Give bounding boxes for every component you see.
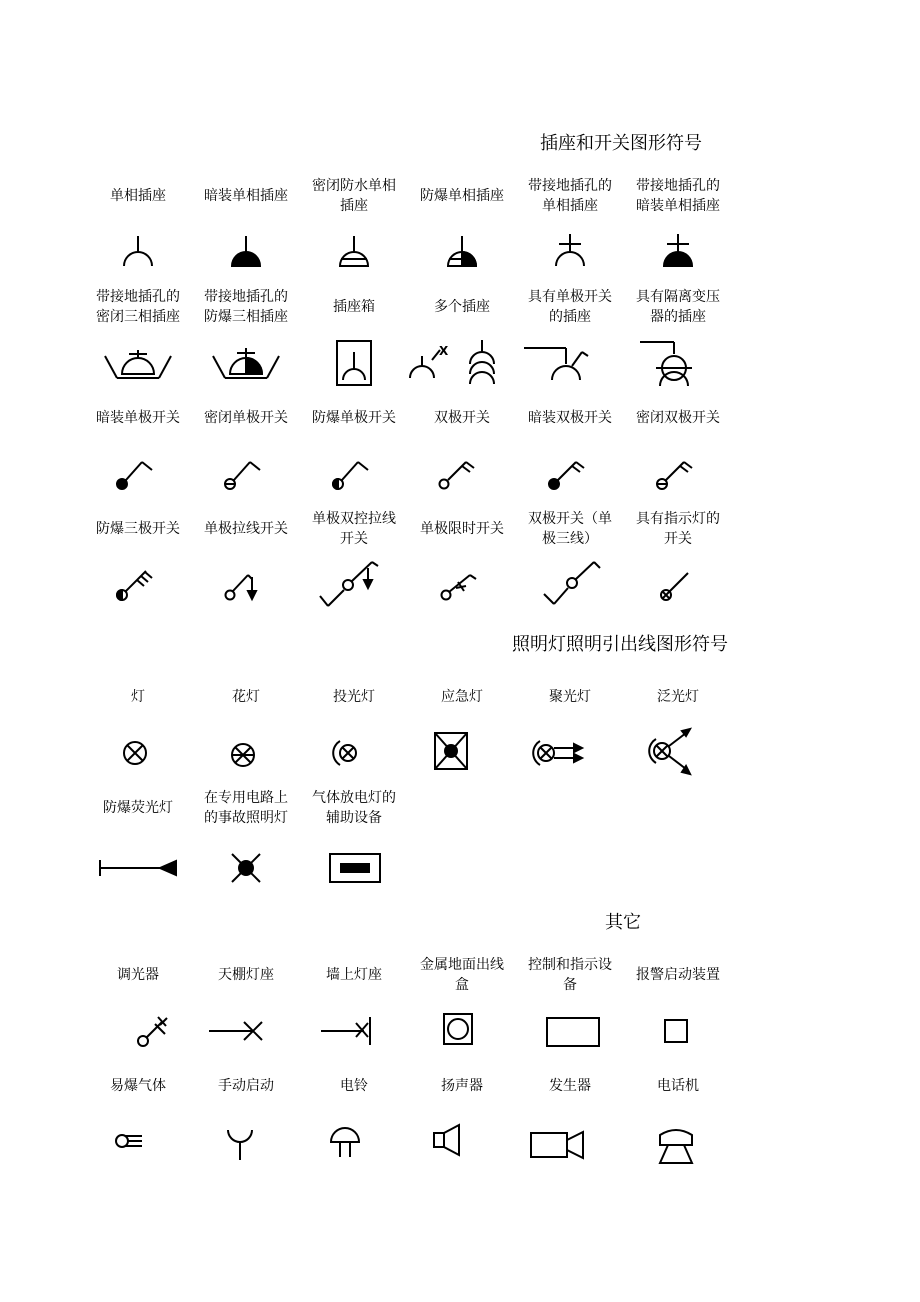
symbol-label: 电铃 (340, 1078, 368, 1094)
generator-icon (528, 1128, 588, 1162)
symbol-label: 易爆气体 (110, 1078, 166, 1094)
explosion-proof-single-pole-switch-icon (326, 452, 376, 496)
explosive-gas-icon (112, 1128, 146, 1154)
symbol-label: 控制和指示设 备 (528, 957, 612, 993)
ceiling-lamp-holder-icon (206, 1016, 266, 1046)
section-title-other: 其它 (605, 912, 641, 933)
symbol-label: 花灯 (232, 689, 260, 705)
symbol-label: 具有隔离变压 器的插座 (636, 289, 720, 325)
symbol-label: 防爆三极开关 (96, 521, 180, 537)
time-limit-switch-icon (434, 563, 484, 607)
flood-lamp-icon (646, 725, 700, 779)
symbol-label: 防爆单相插座 (420, 188, 504, 204)
socket-with-transformer-icon (636, 336, 702, 388)
concealed-single-pole-switch-icon (110, 452, 160, 496)
symbol-label: 防爆单极开关 (312, 410, 396, 426)
symbol-label: 报警启动装置 (636, 967, 720, 983)
socket-box-icon (333, 338, 375, 388)
symbol-label: 电话机 (657, 1078, 699, 1094)
symbol-label: 在专用电路上 的事故照明灯 (204, 790, 288, 826)
symbol-label: 密闭双极开关 (636, 410, 720, 426)
symbol-label: 暗装单极开关 (96, 410, 180, 426)
spotlight-icon (530, 731, 590, 775)
socket-with-switch-icon (520, 338, 592, 386)
svg-text:X: X (439, 344, 449, 358)
symbol-label: 暗装单相插座 (204, 188, 288, 204)
symbol-label: 插座箱 (333, 299, 375, 315)
floodlight-icon (326, 731, 370, 775)
symbol-label: 双极开关（单 极三线） (528, 511, 612, 547)
switch-with-indicator-icon (650, 563, 700, 607)
sealed-double-pole-switch-icon (650, 452, 700, 496)
lamp-icon (113, 731, 157, 775)
emergency-circuit-lamp-icon (226, 848, 266, 888)
symbol-label: 手动启动 (218, 1078, 274, 1094)
sealed-three-phase-socket-icon (103, 340, 173, 384)
symbol-label: 单极双控拉线 开关 (312, 511, 396, 547)
symbol-label: 带接地插孔的 密闭三相插座 (96, 289, 180, 325)
symbol-label: 具有指示灯的 开关 (636, 511, 720, 547)
pull-cord-switch-icon (218, 563, 268, 607)
section-title-sockets-switches: 插座和开关图形符号 (540, 133, 702, 154)
gas-discharge-auxiliary-icon (326, 851, 384, 885)
symbol-label: 密闭防水单相 插座 (312, 178, 396, 214)
symbol-label: 应急灯 (441, 689, 483, 705)
symbol-label: 扬声器 (441, 1078, 483, 1094)
symbol-label: 具有单极开关 的插座 (528, 289, 612, 325)
explosion-proof-fluorescent-lamp-icon (96, 856, 180, 880)
socket-icon (113, 226, 163, 270)
wall-lamp-holder-icon (318, 1014, 376, 1048)
symbol-label: 暗装双极开关 (528, 410, 612, 426)
explosion-proof-socket-icon (437, 226, 487, 270)
grounded-socket-icon (545, 226, 595, 270)
control-indicator-device-icon (543, 1014, 603, 1050)
symbol-label: 天棚灯座 (218, 967, 274, 983)
multiple-sockets-icon (406, 338, 502, 390)
double-pole-switch-icon (434, 452, 484, 496)
symbol-label: 双极开关 (434, 410, 490, 426)
manual-start-icon (222, 1124, 258, 1162)
symbol-label: 投光灯 (333, 689, 375, 705)
concealed-socket-icon (221, 226, 271, 270)
alarm-trigger-icon (660, 1015, 692, 1047)
explosion-proof-three-phase-socket-icon (211, 340, 281, 384)
emergency-lamp-icon (431, 729, 471, 773)
section-title-lighting: 照明灯照明引出线图形符号 (512, 634, 728, 655)
symbol-label: 单极限时开关 (420, 521, 504, 537)
symbol-label: 聚光灯 (549, 689, 591, 705)
floor-outlet-box-icon (440, 1010, 476, 1048)
double-pole-three-wire-switch-icon (540, 558, 610, 610)
sealed-single-pole-switch-icon (218, 452, 268, 496)
two-way-pull-cord-switch-icon (316, 560, 386, 610)
concealed-grounded-socket-icon (653, 226, 703, 270)
symbol-label: 密闭单极开关 (204, 410, 288, 426)
symbol-label: 单相插座 (110, 188, 166, 204)
symbol-label: 单极拉线开关 (204, 521, 288, 537)
chandelier-icon (221, 733, 265, 777)
bell-icon (328, 1124, 362, 1160)
loudspeaker-icon (430, 1122, 464, 1160)
symbol-label: 灯 (131, 689, 145, 705)
symbol-label: 调光器 (117, 967, 159, 983)
symbol-label: 泛光灯 (657, 689, 699, 705)
sealed-waterproof-socket-icon (329, 226, 379, 270)
telephone-icon (654, 1125, 698, 1167)
symbol-label: 墙上灯座 (326, 967, 382, 983)
concealed-double-pole-switch-icon (542, 452, 592, 496)
symbol-label: 带接地插孔的 暗装单相插座 (636, 178, 720, 214)
symbol-label: 带接地插孔的 防爆三相插座 (204, 289, 288, 325)
symbol-label: 多个插座 (434, 299, 490, 315)
symbol-label: 防爆荧光灯 (103, 800, 173, 816)
explosion-proof-three-pole-switch-icon (110, 563, 160, 607)
dimmer-icon (134, 1012, 174, 1050)
symbol-label: 发生器 (549, 1078, 591, 1094)
symbol-label: 气体放电灯的 辅助设备 (312, 790, 396, 826)
symbol-label: 带接地插孔的 单相插座 (528, 178, 612, 214)
symbol-label: 金属地面出线 盒 (420, 957, 504, 993)
